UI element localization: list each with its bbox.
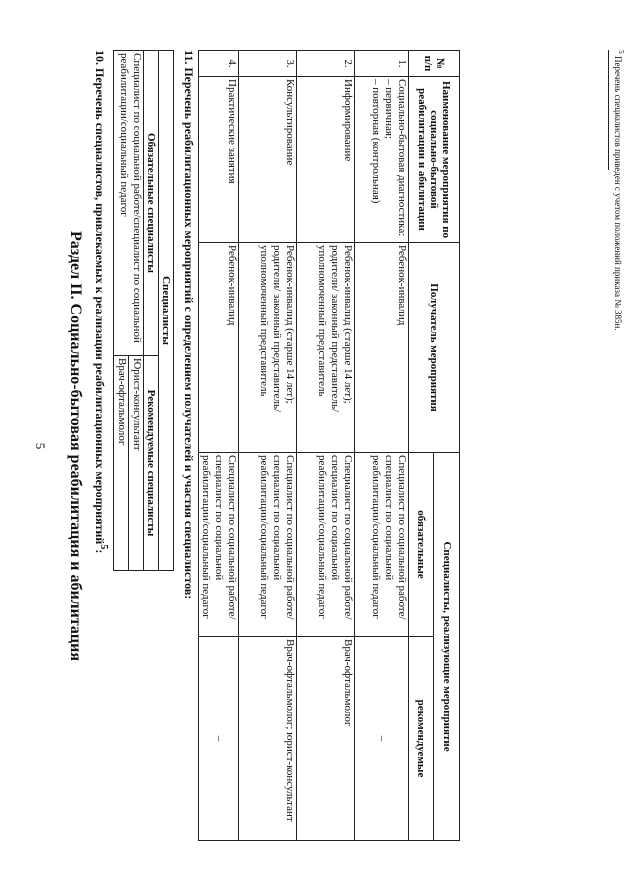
- col-specialists-header: Специалисты, реализующие мероприятие: [434, 453, 460, 841]
- row-num: 4.: [199, 51, 239, 77]
- row-recipient: Ребенок-инвалид (старше 14 лет); родители/ законный представитель/ уполномоченный представитель: [239, 243, 297, 453]
- footnote-text: Перечень специалистов приведен с учетом положений приказа № 385н.: [613, 56, 623, 331]
- row-name: Информирование: [297, 77, 355, 243]
- specialists-table-header: Специалисты: [159, 51, 174, 571]
- specialists-recommended-cell: Юрист-консультант: [129, 356, 144, 571]
- row-recommended: Врач-офтальмолог; юрист-консультант: [239, 637, 297, 841]
- col-recipient-header: Получатель мероприятия: [409, 243, 460, 453]
- row-recipient: Ребенок-инвалид (старше 14 лет); родители/ законный представитель/ уполномоченный представитель: [297, 243, 355, 453]
- heading-10: [92, 50, 109, 553]
- col-required-header: обязательные: [409, 453, 435, 637]
- table-row: [239, 51, 297, 841]
- row-required: Специалист по социальной работе/специалист по социальной реабилитации/социальный педагог: [199, 453, 239, 637]
- row-name-sub: – повторная (контрольная): [370, 79, 382, 204]
- row-name: Практические занятия: [199, 77, 239, 243]
- row-recipient: Ребенок-инвалид: [355, 243, 409, 453]
- row-recommended: –: [199, 637, 239, 841]
- row-name: [355, 77, 409, 243]
- row-num: 3.: [239, 51, 297, 77]
- table-row: [355, 51, 409, 841]
- heading-10-colon: :: [93, 549, 107, 554]
- footnote-mark: 5: [617, 50, 626, 54]
- col-num-header: № п/п: [409, 51, 460, 77]
- specialists-required-header: Обязательные специалисты: [144, 51, 159, 356]
- heading-10-footnote-ref: 5: [98, 544, 109, 550]
- row-name-sub: – первичная;: [383, 79, 395, 140]
- row-num: 1.: [355, 51, 409, 77]
- footnote-divider: [608, 50, 609, 170]
- row-name-text: Социально-бытовая диагностика:: [396, 79, 408, 237]
- specialists-required-cell: Специалист по социальной работе/специалист по социальной реабилитации/социальный педагог: [114, 51, 144, 356]
- specialists-recommended-header: Рекомендуемые специалисты: [144, 356, 159, 571]
- row-recommended: –: [355, 637, 409, 841]
- row-required: Специалист по социальной работе/специалист по социальной реабилитации/социальный педагог: [355, 453, 409, 637]
- table-row: [297, 51, 355, 841]
- row-name: Консультирование: [239, 77, 297, 243]
- page-number: 5: [33, 442, 48, 450]
- specialists-table: [113, 50, 174, 571]
- table-row: [199, 51, 239, 841]
- section-title: Раздел II. Социально-бытовая реабилитация и абилитация: [67, 230, 84, 662]
- col-name-header: Наименование мероприятия по социально-бытовой реабилитации и абилитации: [409, 77, 460, 243]
- row-required: Специалист по социальной работе/специалист по социальной реабилитации/социальный педагог: [297, 453, 355, 637]
- row-required: Специалист по социальной работе/специалист по социальной реабилитации/социальный педагог: [239, 453, 297, 637]
- col-recommended-header: рекомендуемые: [409, 637, 435, 841]
- heading-11: 11. Перечень реабилитационных мероприятий с определением получателей и участия специалистов:: [182, 50, 196, 600]
- specialists-recommended-cell: Врач-офтальмолог: [114, 356, 129, 571]
- row-recipient: Ребенок-инвалид: [199, 243, 239, 453]
- row-recommended: Врач-офтальмолог: [297, 637, 355, 841]
- heading-10-text: 10. Перечень специалистов, привлекаемых к реализации реабилитационных мероприятий: [93, 50, 107, 545]
- measures-table: [198, 50, 460, 841]
- footnote: [613, 50, 626, 331]
- row-num: 2.: [297, 51, 355, 77]
